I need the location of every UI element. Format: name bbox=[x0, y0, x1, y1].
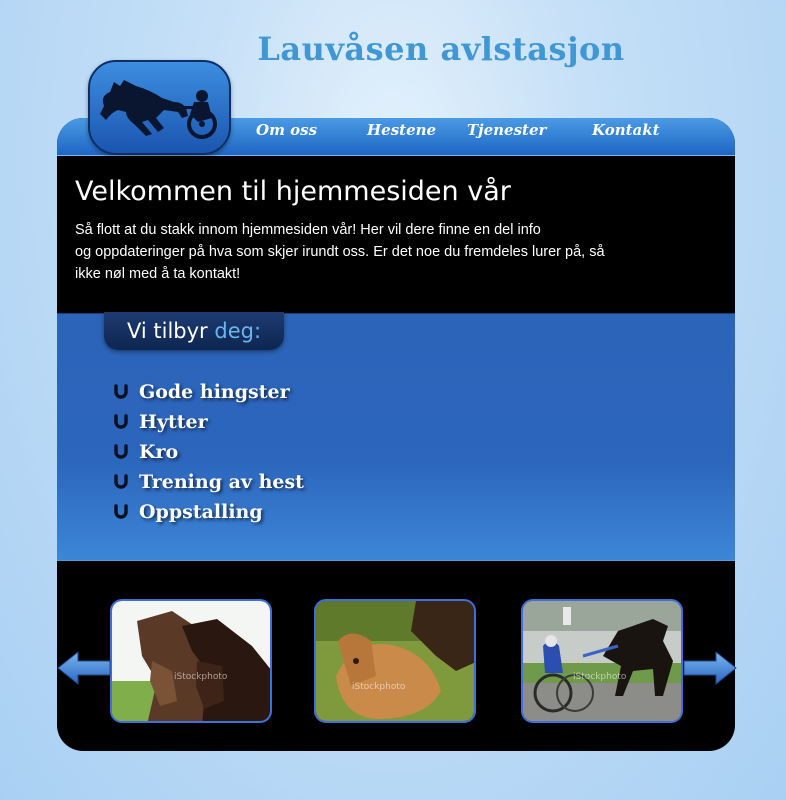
logo-badge[interactable] bbox=[88, 60, 231, 155]
offer-item-label: Oppstalling bbox=[139, 501, 263, 523]
welcome-line: og oppdateringer på hva som skjer irundt oss. Er det noe du fremdeles lurer på, så bbox=[75, 244, 605, 260]
list-item bbox=[113, 437, 304, 467]
horseshoe-icon bbox=[113, 414, 129, 430]
horseshoe-icon bbox=[113, 474, 129, 490]
offer-item-label: Hytter bbox=[139, 411, 208, 433]
arrow-left-icon[interactable] bbox=[56, 650, 112, 686]
photo-watermark: iStockphoto bbox=[352, 682, 406, 692]
offer-item-label: Trening av hest bbox=[139, 471, 304, 493]
nav-item-om-oss[interactable]: Om oss bbox=[256, 121, 318, 139]
offer-title bbox=[104, 312, 284, 350]
list-item bbox=[113, 467, 304, 497]
offer-item-label: Kro bbox=[139, 441, 179, 463]
foal-photo[interactable] bbox=[314, 599, 476, 723]
harness-racing-photo[interactable] bbox=[521, 599, 683, 723]
nav-item-hestene[interactable]: Hestene bbox=[367, 121, 437, 139]
offer-list bbox=[113, 377, 304, 527]
harness-racing-image bbox=[523, 601, 683, 723]
horseshoe-icon bbox=[113, 444, 129, 460]
offer-title-part1: Vi tilbyr bbox=[126, 319, 208, 343]
welcome-heading: Velkommen til hjemmesiden vår bbox=[75, 176, 511, 207]
welcome-line: ikke nøl med å ta kontakt! bbox=[75, 266, 241, 282]
horseshoe-icon bbox=[113, 504, 129, 520]
photo-watermark: iStockphoto bbox=[573, 672, 627, 682]
offer-item-label: Gode hingster bbox=[139, 381, 290, 403]
nav-item-tjenester[interactable]: Tjenester bbox=[467, 121, 547, 139]
main-frame bbox=[57, 118, 735, 751]
arrow-right-icon[interactable] bbox=[682, 650, 738, 686]
list-item bbox=[113, 497, 304, 527]
horses-pair-image bbox=[112, 601, 272, 723]
offer-section bbox=[57, 313, 735, 561]
welcome-text bbox=[75, 219, 715, 285]
horses-pair-photo[interactable] bbox=[110, 599, 272, 723]
offer-title-part2: deg: bbox=[214, 319, 262, 343]
sulky-horse-logo-icon bbox=[90, 62, 229, 153]
site-title: Lauvåsen avlstasjon bbox=[257, 30, 625, 68]
nav-item-kontakt[interactable]: Kontakt bbox=[592, 121, 660, 139]
welcome-line: Så flott at du stakk innom hjemmesiden vår! Her vil dere finne en del info bbox=[75, 222, 541, 238]
photo-watermark: iStockphoto bbox=[174, 672, 228, 682]
horseshoe-icon bbox=[113, 384, 129, 400]
welcome-section bbox=[75, 176, 715, 285]
list-item bbox=[113, 407, 304, 437]
foal-image bbox=[316, 601, 476, 723]
list-item bbox=[113, 377, 304, 407]
